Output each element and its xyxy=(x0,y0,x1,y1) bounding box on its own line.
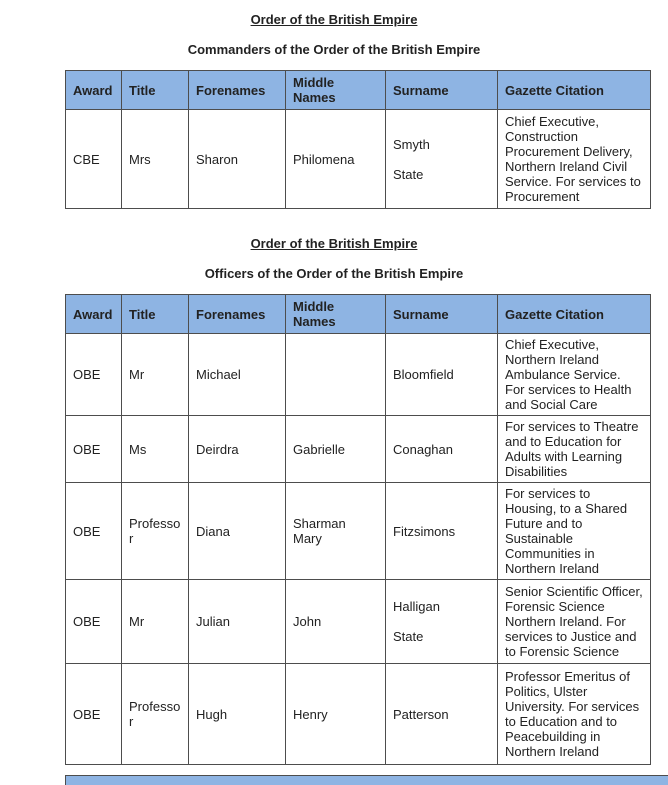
cell-middle-names: Philomena xyxy=(286,110,386,209)
section-title-obe: Order of the British Empire xyxy=(250,236,418,251)
header-cell-surname: Surname xyxy=(386,71,498,110)
section-subtitle-obe: Officers of the Order of the British Empire xyxy=(204,266,464,281)
cell-surname xyxy=(386,664,498,765)
cbe-table xyxy=(65,70,651,209)
cell-middle-names: John xyxy=(286,580,386,664)
cell-award: OBE xyxy=(66,664,122,765)
cell-middle-names: Sharman Mary xyxy=(286,483,386,580)
cell-gazette-citation: Chief Executive, Northern Ireland Ambulance Service. For services to Health and Social Care xyxy=(498,334,651,416)
cbe-header-row xyxy=(66,71,651,110)
cell-title: Professor xyxy=(122,483,189,580)
table-row xyxy=(66,483,651,580)
cell-gazette-citation: For services to Theatre and to Education for Adults with Learning Disabilities xyxy=(498,416,651,483)
header-cell-middle-names: Middle Names xyxy=(286,71,386,110)
cell-forenames: Julian xyxy=(189,580,286,664)
cell-award: OBE xyxy=(66,483,122,580)
cell-surname xyxy=(386,334,498,416)
cell-title: Mr xyxy=(122,580,189,664)
cell-award: CBE xyxy=(66,110,122,209)
header-cell-title: Title xyxy=(122,71,189,110)
cell-forenames: Sharon xyxy=(189,110,286,209)
cell-forenames: Deirdra xyxy=(189,416,286,483)
cell-title: Professor xyxy=(122,664,189,765)
cell-gazette-citation: Senior Scientific Officer, Forensic Science Northern Ireland. For services to Justice and to Forensic Science xyxy=(498,580,651,664)
header-cell-gazette-citation: Gazette Citation xyxy=(498,71,651,110)
header-cell-middle-names: Middle Names xyxy=(286,295,386,334)
header-cell-award: Award xyxy=(66,71,122,110)
cell-title: Mrs xyxy=(122,110,189,209)
table-row xyxy=(66,664,651,765)
header-cell-surname: Surname xyxy=(386,295,498,334)
cell-gazette-citation: Chief Executive, Construction Procurement Delivery, Northern Ireland Civil Service. For services to Procurement xyxy=(498,110,651,209)
partial-next-table-header xyxy=(65,775,668,785)
cell-award: OBE xyxy=(66,580,122,664)
table-row xyxy=(66,110,651,209)
table-row xyxy=(66,334,651,416)
header-cell-title: Title xyxy=(122,295,189,334)
surname-text: Halligan xyxy=(393,599,440,614)
surname-text: Smyth xyxy=(393,136,430,152)
obe-header-row xyxy=(66,295,651,334)
cell-middle-names: Gabrielle xyxy=(286,416,386,483)
header-cell-forenames: Forenames xyxy=(189,71,286,110)
cell-surname xyxy=(386,416,498,483)
cell-surname xyxy=(386,110,498,209)
header-cell-gazette-citation: Gazette Citation xyxy=(498,295,651,334)
surname-secondary-text: State xyxy=(393,629,424,644)
cell-surname xyxy=(386,580,498,664)
cell-award: OBE xyxy=(66,334,122,416)
obe-table xyxy=(65,294,651,765)
section-title-cbe: Order of the British Empire xyxy=(250,12,418,27)
surname-text: Fitzsimons xyxy=(393,523,456,539)
cell-surname xyxy=(386,483,498,580)
section-subtitle-cbe: Commanders of the Order of the British Empire xyxy=(187,42,481,57)
surname-text: Bloomfield xyxy=(393,367,454,382)
cell-middle-names xyxy=(286,334,386,416)
cell-forenames: Hugh xyxy=(189,664,286,765)
cell-middle-names: Henry xyxy=(286,664,386,765)
surname-text: Patterson xyxy=(393,706,449,722)
cell-forenames: Diana xyxy=(189,483,286,580)
surname-text: Conaghan xyxy=(393,441,453,457)
cell-award: OBE xyxy=(66,416,122,483)
cell-title: Ms xyxy=(122,416,189,483)
surname-secondary-text: State xyxy=(393,166,424,182)
table-row xyxy=(66,580,651,664)
table-row xyxy=(66,416,651,483)
cell-forenames: Michael xyxy=(189,334,286,416)
cell-gazette-citation: For services to Housing, to a Shared Future and to Sustainable Communities in Northern Ireland xyxy=(498,483,651,580)
header-cell-forenames: Forenames xyxy=(189,295,286,334)
cell-title: Mr xyxy=(122,334,189,416)
cell-gazette-citation: Professor Emeritus of Politics, Ulster University. For services to Education and to Peacebuilding in Northern Ireland xyxy=(498,664,651,765)
header-cell-award: Award xyxy=(66,295,122,334)
